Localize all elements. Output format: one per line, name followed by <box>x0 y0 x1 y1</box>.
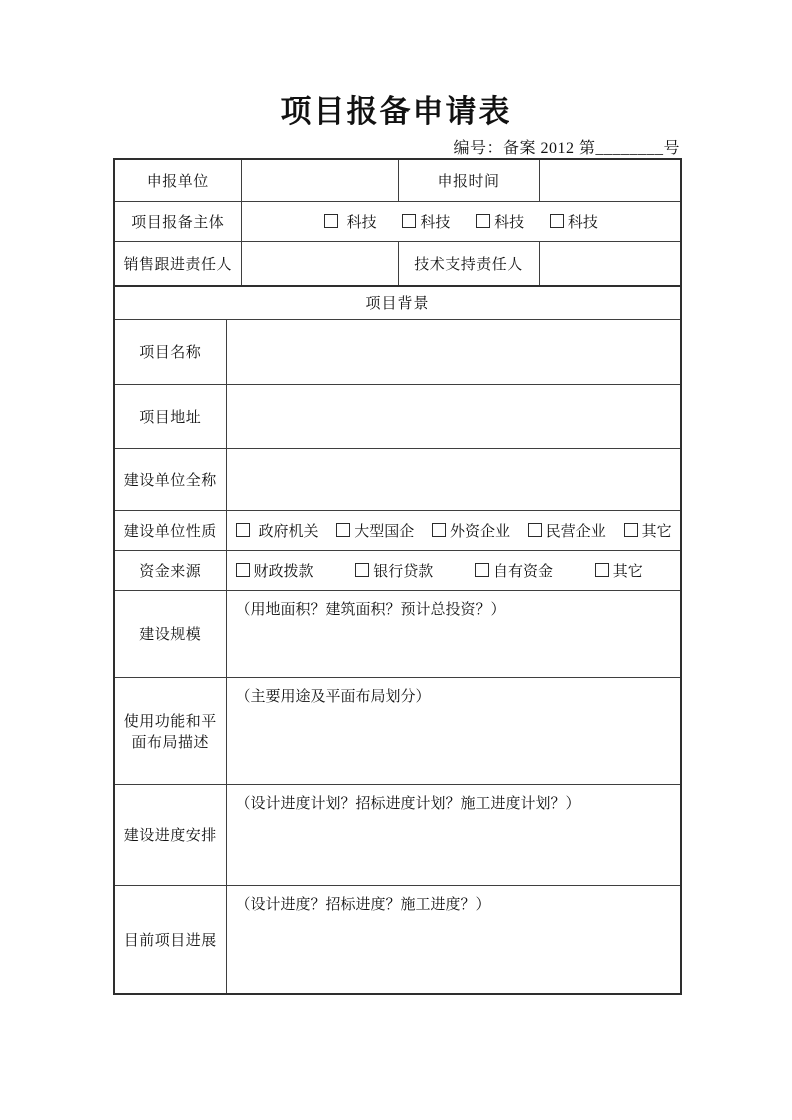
tech-support-input[interactable] <box>539 241 681 286</box>
label-builder-nature: 建设单位性质 <box>114 510 226 550</box>
table-row <box>114 550 681 590</box>
checkbox-label: 外资企业 <box>450 523 511 540</box>
checkbox-label: 政府机关 <box>258 523 319 540</box>
checkbox-icon <box>336 523 350 537</box>
checkbox-option-nature-2[interactable] <box>336 520 414 541</box>
label-funding-source: 资金来源 <box>114 550 226 590</box>
sales-lead-input[interactable] <box>241 241 398 286</box>
project-name-input[interactable] <box>226 319 681 384</box>
construction-scale-hint: （用地面积？建筑面积？预计总投资？） <box>235 601 506 618</box>
table-row <box>114 885 681 994</box>
checkbox-label: 科技 <box>420 214 451 231</box>
checkbox-icon <box>236 563 250 577</box>
checkbox-label: 财政拨款 <box>253 563 314 580</box>
builder-full-name-input[interactable] <box>226 448 681 510</box>
label-declare-unit: 申报单位 <box>114 159 241 201</box>
section-header-row <box>114 286 681 319</box>
checkbox-option-funding-4[interactable] <box>595 560 643 581</box>
checkbox-icon <box>550 214 564 228</box>
checkbox-label: 民营企业 <box>545 523 606 540</box>
table-row <box>114 384 681 448</box>
page-title: 项目报备申请表 <box>280 94 512 129</box>
label-schedule: 建设进度安排 <box>114 784 226 885</box>
schedule-input[interactable] <box>226 784 681 885</box>
checkbox-option-funding-2[interactable] <box>355 560 433 581</box>
checkbox-icon <box>528 523 542 537</box>
checkbox-label: 科技 <box>346 214 377 231</box>
checkbox-icon <box>595 563 609 577</box>
checkbox-icon <box>624 523 638 537</box>
checkbox-label: 科技 <box>494 214 525 231</box>
checkbox-icon <box>324 214 338 228</box>
application-form-table <box>113 158 682 995</box>
checkbox-option-nature-5[interactable] <box>624 520 672 541</box>
checkbox-icon <box>355 563 369 577</box>
label-sales-lead: 销售跟进责任人 <box>114 241 241 286</box>
checkbox-icon <box>432 523 446 537</box>
current-progress-input[interactable] <box>226 885 681 994</box>
filing-number-line: 编号：备案 2012 第________号 <box>453 140 680 157</box>
checkbox-option-nature-1[interactable] <box>236 520 319 541</box>
checkbox-icon <box>475 563 489 577</box>
label-project-address: 项目地址 <box>114 384 226 448</box>
checkbox-label: 自有资金 <box>493 563 554 580</box>
checkbox-icon <box>236 523 250 537</box>
table-row <box>114 590 681 677</box>
label-function-layout: 使用功能和平面布局描述 <box>114 677 226 784</box>
checkbox-icon <box>402 214 416 228</box>
checkbox-label: 其它 <box>612 563 643 580</box>
checkbox-label: 科技 <box>567 214 598 231</box>
table-row <box>114 784 681 885</box>
label-tech-support: 技术支持责任人 <box>398 241 539 286</box>
label-project-name: 项目名称 <box>114 319 226 384</box>
checkbox-label: 其它 <box>641 523 672 540</box>
checkbox-option-funding-3[interactable] <box>475 560 553 581</box>
table-row <box>114 241 681 286</box>
table-row <box>114 448 681 510</box>
table-row <box>114 677 681 784</box>
label-declare-time: 申报时间 <box>398 159 539 201</box>
schedule-hint: （设计进度计划？招标进度计划？施工进度计划？） <box>235 795 581 812</box>
checkbox-option-subject-3[interactable] <box>476 211 524 232</box>
declare-time-input[interactable] <box>539 159 681 201</box>
construction-scale-input[interactable] <box>226 590 681 677</box>
section-header-project-background: 项目背景 <box>114 286 681 319</box>
subject-options <box>241 201 681 241</box>
funding-source-options <box>226 550 681 590</box>
project-address-input[interactable] <box>226 384 681 448</box>
checkbox-option-subject-2[interactable] <box>402 211 450 232</box>
function-layout-hint: （主要用途及平面布局划分） <box>235 688 431 705</box>
checkbox-option-nature-3[interactable] <box>432 520 510 541</box>
checkbox-label: 银行贷款 <box>373 563 434 580</box>
checkbox-label: 大型国企 <box>354 523 415 540</box>
label-subject: 项目报备主体 <box>114 201 241 241</box>
table-row <box>114 319 681 384</box>
checkbox-option-subject-4[interactable] <box>550 211 598 232</box>
function-layout-input[interactable] <box>226 677 681 784</box>
checkbox-option-subject-1[interactable] <box>324 211 377 232</box>
label-builder-full-name: 建设单位全称 <box>114 448 226 510</box>
builder-nature-options <box>226 510 681 550</box>
label-current-progress: 目前项目进展 <box>114 885 226 994</box>
table-row <box>114 159 681 201</box>
checkbox-option-nature-4[interactable] <box>528 520 606 541</box>
table-row <box>114 201 681 241</box>
current-progress-hint: （设计进度？招标进度？施工进度？） <box>235 896 491 913</box>
declare-unit-input[interactable] <box>241 159 398 201</box>
label-construction-scale: 建设规模 <box>114 590 226 677</box>
checkbox-icon <box>476 214 490 228</box>
checkbox-option-funding-1[interactable] <box>236 560 314 581</box>
table-row <box>114 510 681 550</box>
